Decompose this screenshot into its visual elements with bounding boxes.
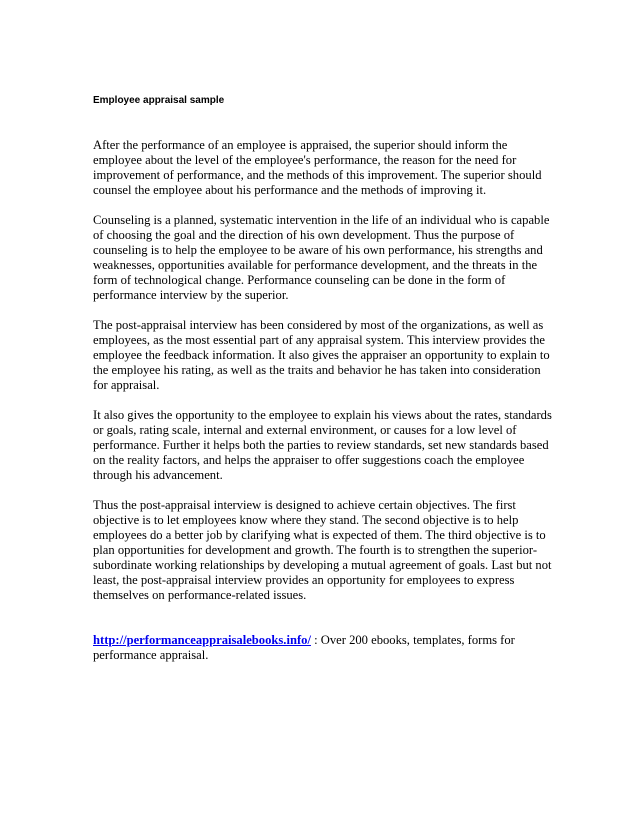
paragraph: The post-appraisal interview has been considered by most of the organizations, as well as employees, as the most essential part of any appraisal system. This interview provides the employee the feedback information. It also gives the appraiser an opportunity to explain to the employee his rating, as well as the traits and behavior he has taken into consideration for appraisal. [93, 318, 550, 392]
ebooks-link[interactable]: http://performanceappraisalebooks.info/ [93, 633, 311, 647]
paragraph: Counseling is a planned, systematic intervention in the life of an individual who is capable of choosing the goal and the direction of his own development. Thus the purpose of counseling is to help the employee to be aware of his own performance, his strengths and weaknesses, opportunities available for performance development, and the threats in the form of technological change. Performance counseling can be done in the form of performance interview by the superior. [93, 213, 550, 302]
link-paragraph [93, 633, 555, 663]
paragraph: Thus the post-appraisal interview is designed to achieve certain objectives. The first objective is to let employees know where they stand. The second objective is to help employees do a better job by clarifying what is expected of them. The third objective is to plan opportunities for development and growth. The fourth is to strengthen the superior-subordinate working relationships by developing a mutual agreement of goals. Last but not least, the post-appraisal interview provides an opportunity for employees to express themselves on performance-related issues. [93, 498, 552, 602]
paragraph: It also gives the opportunity to the employee to explain his views about the rates, standards or goals, rating scale, internal and external environment, or causes for a low level of performance. Further it helps both the parties to review standards, set new standards based on the reality factors, and helps the appraiser to offer suggestions coach the employee through his advancement. [93, 408, 552, 482]
document-body [93, 138, 555, 678]
document-title: Employee appraisal sample [93, 95, 225, 106]
paragraph: After the performance of an employee is appraised, the superior should inform the employee about the level of the employee's performance, the reason for the need for improvement of performance, and the methods of this improvement. The superior should counsel the employee about his performance and the methods of improving it. [93, 138, 542, 197]
link-description: : Over 200 ebooks, templates, forms for performance appraisal. [93, 633, 515, 662]
